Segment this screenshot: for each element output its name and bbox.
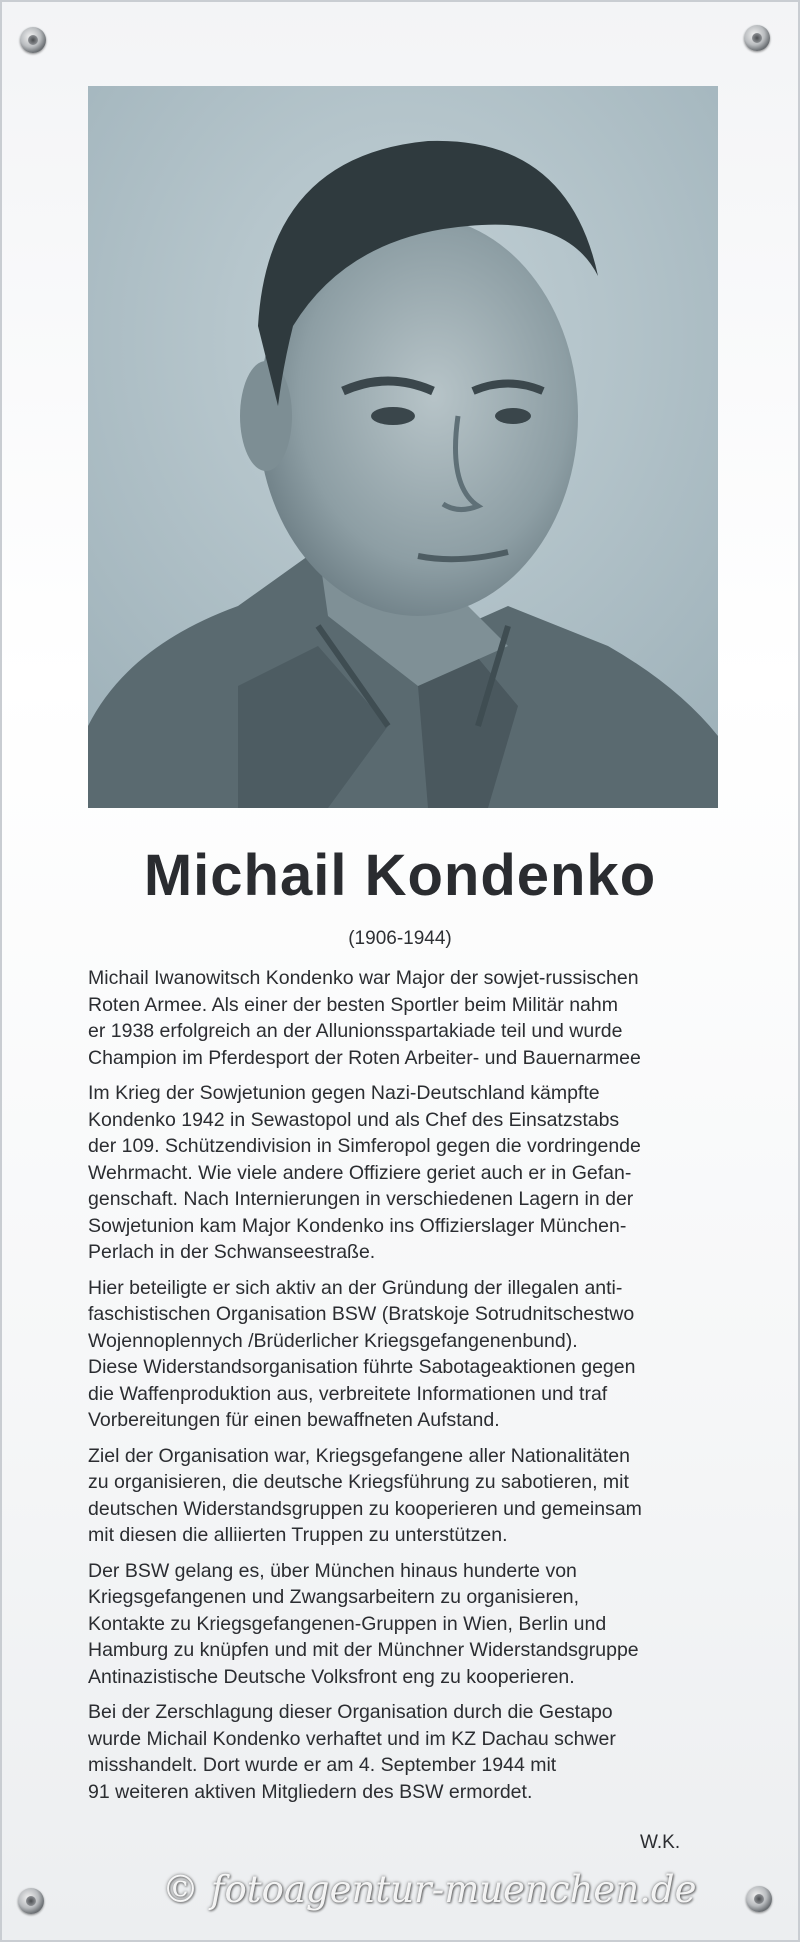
screw-top-right <box>744 25 770 51</box>
text-line: Antinazistische Deutsche Volksfront eng zu kooperieren. <box>88 1665 575 1688</box>
text-line: mit diesen die alliierten Truppen zu unterstützen. <box>88 1524 508 1546</box>
bio-paragraph-3 <box>88 1275 728 1434</box>
bio-paragraph-6 <box>88 1699 728 1805</box>
text-line: Bei der Zerschlagung dieser Organisation durch die Gestapo <box>88 1701 613 1723</box>
text-line: deutschen Widerstandsgruppen zu kooperieren und gemeinsam <box>88 1497 642 1520</box>
text-line: Wehrmacht. Wie viele andere Offiziere geriet auch er in Gefan- <box>88 1161 632 1184</box>
text-line: Sowjetunion kam Major Kondenko ins Offizierslager München- <box>88 1214 627 1237</box>
text-line: Vorbereitungen für einen bewaffneten Aufstand. <box>88 1409 500 1431</box>
text-line: wurde Michail Kondenko verhaftet und im KZ Dachau schwer <box>88 1727 616 1750</box>
bio-paragraph-5 <box>88 1558 728 1691</box>
copyright-watermark: © fotoagentur-muenchen.de <box>162 1868 697 1911</box>
text-line: Roten Armee. Als einer der besten Sportler beim Militär nahm <box>88 993 618 1016</box>
text-line: Ziel der Organisation war, Kriegsgefangene aller Nationalitäten <box>88 1444 630 1467</box>
text-line: Im Krieg der Sowjetunion gegen Nazi-Deutschland kämpfte <box>88 1082 600 1104</box>
text-line: Kriegsgefangenen und Zwangsarbeitern zu organisieren, <box>88 1586 580 1608</box>
screw-bottom-right <box>746 1886 772 1912</box>
life-dates: (1906-1944) <box>348 928 452 949</box>
screw-bottom-left <box>18 1888 44 1914</box>
text-line: zu organisieren, die deutsche Kriegsführung zu sabotieren, mit <box>88 1471 629 1493</box>
text-line: er 1938 erfolgreich an der Allunionsspartakiade teil und wurde <box>88 1020 623 1042</box>
text-line: Hamburg zu knüpfen und mit der Münchner Widerstandsgruppe <box>88 1639 639 1661</box>
text-line: die Waffenproduktion aus, verbreitete Informationen und traf <box>88 1382 608 1405</box>
text-line: Kontakte zu Kriegsgefangenen-Gruppen in Wien, Berlin und <box>88 1612 607 1635</box>
text-line: misshandelt. Dort wurde er am 4. September 1944 mit <box>88 1754 557 1776</box>
portrait-photo <box>88 86 718 808</box>
bio-paragraph-1 <box>88 965 728 1071</box>
text-line: faschistischen Organisation BSW (Bratskoje Sotrudnitschestwo <box>88 1303 635 1325</box>
text-line: Perlach in der Schwanseestraße. <box>88 1241 376 1263</box>
text-line: Wojennoplennych /Brüderlicher Kriegsgefangenenbund). <box>88 1329 578 1352</box>
text-line: Der BSW gelang es, über München hinaus hunderte von <box>88 1559 577 1582</box>
author-initials: W.K. <box>640 1832 681 1853</box>
screw-top-left <box>20 27 46 53</box>
bio-paragraph-2 <box>88 1080 728 1266</box>
text-line: Diese Widerstandsorganisation führte Sabotageaktionen gegen <box>88 1356 636 1378</box>
biography-text <box>88 965 728 1814</box>
text-line: Kondenko 1942 in Sewastopol und als Chef des Einsatzstabs <box>88 1108 620 1131</box>
text-line: genschaft. Nach Internierungen in verschiedenen Lagern in der <box>88 1188 634 1210</box>
text-line: der 109. Schützendivision in Simferopol gegen die vordringende <box>88 1135 641 1157</box>
text-line: Champion im Pferdesport der Roten Arbeiter- und Bauernarmee <box>88 1046 641 1069</box>
person-name-heading: Michail Kondenko <box>143 843 657 908</box>
text-line: Hier beteiligte er sich aktiv an der Gründung der illegalen anti- <box>88 1276 623 1299</box>
text-line: 91 weiteren aktiven Mitgliedern des BSW ermordet. <box>88 1780 533 1803</box>
portrait-illustration <box>88 86 718 808</box>
bio-paragraph-4 <box>88 1443 728 1549</box>
text-line: Michail Iwanowitsch Kondenko war Major der sowjet-russischen <box>88 967 639 989</box>
